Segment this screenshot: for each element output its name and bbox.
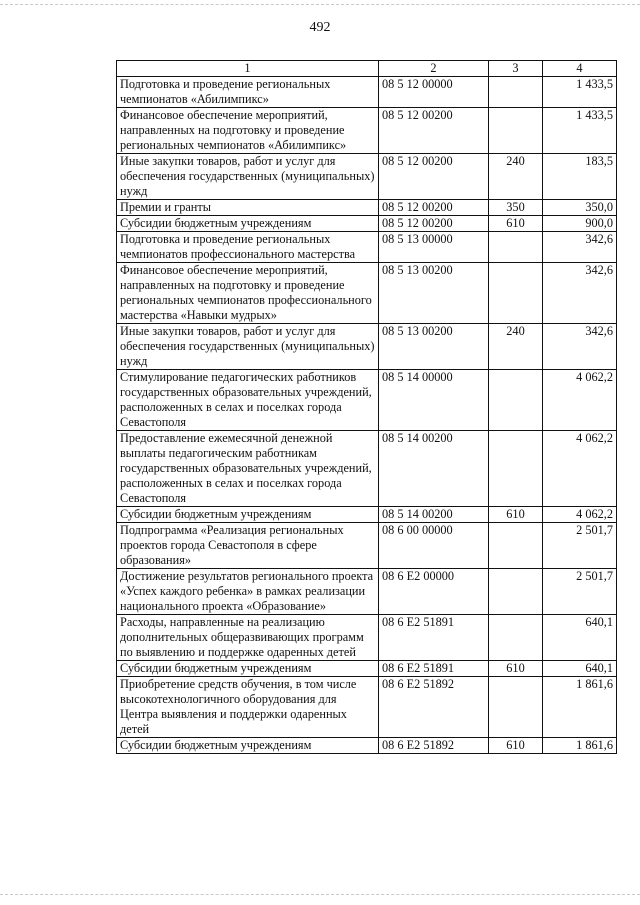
row-code: 08 6 E2 51891 bbox=[379, 615, 489, 661]
row-type: 350 bbox=[489, 200, 543, 216]
table-row bbox=[117, 216, 617, 232]
row-code: 08 6 E2 00000 bbox=[379, 569, 489, 615]
row-name: Расходы, направленные на реализацию дополнительных общеразвивающих программ по выявлению и поддержке одаренных детей bbox=[117, 615, 379, 661]
column-header: 4 bbox=[543, 61, 617, 77]
row-name: Финансовое обеспечение мероприятий, направленных на подготовку и проведение региональных чемпионатов «Абилимпикс» bbox=[117, 108, 379, 154]
row-amount: 1 433,5 bbox=[543, 77, 617, 108]
row-name: Подпрограмма «Реализация региональных проектов города Севастополя в сфере образования» bbox=[117, 523, 379, 569]
budget-table bbox=[116, 60, 617, 754]
row-name: Приобретение средств обучения, в том числе высокотехнологичного оборудования для Центра выявления и поддержки одаренных детей bbox=[117, 677, 379, 738]
row-name: Достижение результатов регионального проекта «Успех каждого ребенка» в рамках реализации национального проекта «Образование» bbox=[117, 569, 379, 615]
table-row bbox=[117, 263, 617, 324]
row-name: Подготовка и проведение региональных чемпионатов «Абилимпикс» bbox=[117, 77, 379, 108]
table-row bbox=[117, 569, 617, 615]
row-code: 08 6 E2 51892 bbox=[379, 677, 489, 738]
row-name: Иные закупки товаров, работ и услуг для обеспечения государственных (муниципальных) нужд bbox=[117, 324, 379, 370]
table-row bbox=[117, 324, 617, 370]
row-name: Подготовка и проведение региональных чемпионатов профессионального мастерства bbox=[117, 232, 379, 263]
row-code: 08 5 12 00200 bbox=[379, 108, 489, 154]
table-row bbox=[117, 615, 617, 661]
row-amount: 4 062,2 bbox=[543, 431, 617, 507]
row-type bbox=[489, 615, 543, 661]
row-type bbox=[489, 263, 543, 324]
row-code: 08 5 14 00000 bbox=[379, 370, 489, 431]
table-header-row bbox=[117, 61, 617, 77]
row-code: 08 6 E2 51891 bbox=[379, 661, 489, 677]
column-header: 1 bbox=[117, 61, 379, 77]
table-row bbox=[117, 523, 617, 569]
row-code: 08 5 12 00000 bbox=[379, 77, 489, 108]
scan-edge-top bbox=[0, 4, 640, 5]
row-type bbox=[489, 431, 543, 507]
row-type: 240 bbox=[489, 324, 543, 370]
row-code: 08 5 14 00200 bbox=[379, 431, 489, 507]
table-row bbox=[117, 200, 617, 216]
row-amount: 4 062,2 bbox=[543, 370, 617, 431]
row-type bbox=[489, 108, 543, 154]
table-row bbox=[117, 77, 617, 108]
row-code: 08 5 13 00200 bbox=[379, 324, 489, 370]
row-code: 08 5 14 00200 bbox=[379, 507, 489, 523]
table-row bbox=[117, 677, 617, 738]
row-code: 08 5 13 00200 bbox=[379, 263, 489, 324]
row-type bbox=[489, 569, 543, 615]
table-row bbox=[117, 661, 617, 677]
table-row bbox=[117, 431, 617, 507]
row-amount: 1 861,6 bbox=[543, 677, 617, 738]
row-name: Субсидии бюджетным учреждениям bbox=[117, 738, 379, 754]
row-amount: 2 501,7 bbox=[543, 523, 617, 569]
table-row bbox=[117, 370, 617, 431]
row-type: 240 bbox=[489, 154, 543, 200]
row-type bbox=[489, 370, 543, 431]
table-row bbox=[117, 108, 617, 154]
row-name: Премии и гранты bbox=[117, 200, 379, 216]
row-code: 08 5 12 00200 bbox=[379, 200, 489, 216]
row-amount: 342,6 bbox=[543, 324, 617, 370]
row-amount: 640,1 bbox=[543, 615, 617, 661]
table-row bbox=[117, 738, 617, 754]
column-header: 2 bbox=[379, 61, 489, 77]
row-amount: 1 433,5 bbox=[543, 108, 617, 154]
row-name: Предоставление ежемесячной денежной выплаты педагогическим работникам государственных образовательных учреждений, расположенных в селах и поселках города Севастополя bbox=[117, 431, 379, 507]
row-code: 08 5 13 00000 bbox=[379, 232, 489, 263]
column-header: 3 bbox=[489, 61, 543, 77]
row-type bbox=[489, 232, 543, 263]
row-amount: 183,5 bbox=[543, 154, 617, 200]
row-amount: 342,6 bbox=[543, 263, 617, 324]
scan-edge-bottom bbox=[0, 894, 640, 895]
table-row bbox=[117, 154, 617, 200]
row-amount: 4 062,2 bbox=[543, 507, 617, 523]
row-type: 610 bbox=[489, 661, 543, 677]
table-row bbox=[117, 232, 617, 263]
row-amount: 342,6 bbox=[543, 232, 617, 263]
row-code: 08 6 00 00000 bbox=[379, 523, 489, 569]
table-row bbox=[117, 507, 617, 523]
row-code: 08 5 12 00200 bbox=[379, 154, 489, 200]
row-amount: 1 861,6 bbox=[543, 738, 617, 754]
row-amount: 350,0 bbox=[543, 200, 617, 216]
row-amount: 900,0 bbox=[543, 216, 617, 232]
row-name: Стимулирование педагогических работников государственных образовательных учреждений, расположенных в селах и поселках города Севастополя bbox=[117, 370, 379, 431]
row-type bbox=[489, 77, 543, 108]
row-type: 610 bbox=[489, 738, 543, 754]
row-name: Финансовое обеспечение мероприятий, направленных на подготовку и проведение региональных чемпионатов профессионального мастерства «Навыки мудрых» bbox=[117, 263, 379, 324]
row-code: 08 5 12 00200 bbox=[379, 216, 489, 232]
row-code: 08 6 E2 51892 bbox=[379, 738, 489, 754]
row-name: Субсидии бюджетным учреждениям bbox=[117, 661, 379, 677]
row-type: 610 bbox=[489, 507, 543, 523]
row-amount: 640,1 bbox=[543, 661, 617, 677]
row-type: 610 bbox=[489, 216, 543, 232]
page-number: 492 bbox=[309, 20, 331, 35]
row-amount: 2 501,7 bbox=[543, 569, 617, 615]
row-type bbox=[489, 677, 543, 738]
row-name: Субсидии бюджетным учреждениям bbox=[117, 507, 379, 523]
row-name: Иные закупки товаров, работ и услуг для обеспечения государственных (муниципальных) нужд bbox=[117, 154, 379, 200]
row-name: Субсидии бюджетным учреждениям bbox=[117, 216, 379, 232]
row-type bbox=[489, 523, 543, 569]
